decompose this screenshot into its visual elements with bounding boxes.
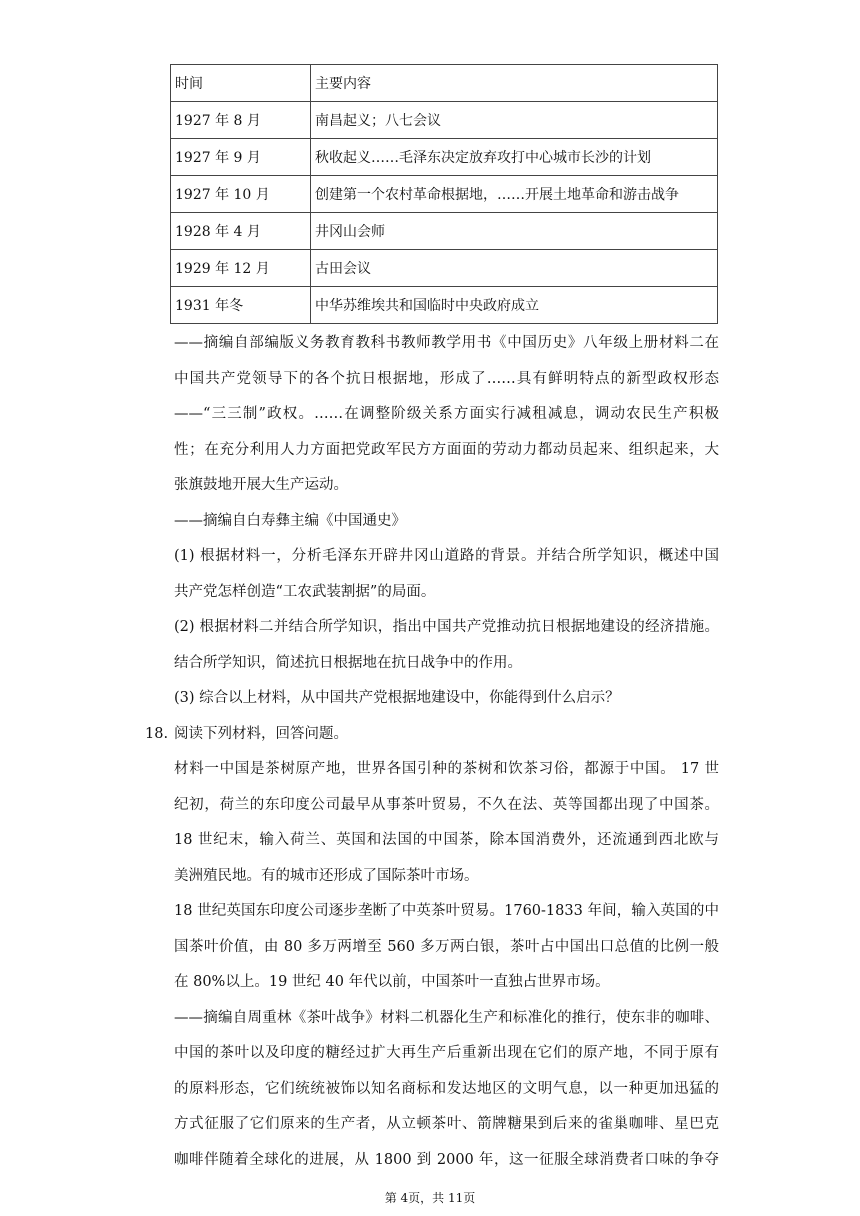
table-cell-content: 古田会议 [311, 250, 718, 287]
question-part-1-cont: 共产党怎样创造“工农武装割据”的局面。 [174, 583, 436, 600]
body-text-line: 性；在充分利用人力方面把党政军民方方面面的劳动力都动员起来、组织起来，大 [174, 441, 719, 458]
body-text-line: 材料一中国是茶树原产地，世界各国引种的茶树和饮茶习俗，都源于中国。 17 世 [174, 761, 719, 777]
body-text-line: 咖啡伴随着全球化的进展，从 1800 到 2000 年，这一征服全球消费者口味的争夺 [174, 1151, 719, 1168]
table-row [171, 176, 718, 213]
body-text-line: 18 世纪末，输入荷兰、英国和法国的中国茶，除本国消费外，还流通到西北欧与 [174, 832, 719, 848]
body-text-line: 中国的茶叶以及印度的糖经过扩大再生产后重新出现在它们的原产地，不同于原有 [174, 1045, 719, 1061]
table-cell-content: 南昌起义；八七会议 [311, 102, 718, 139]
body-text-line: ——“三三制”政权。……在调整阶级关系方面实行减租减息，调动农民生产积极 [174, 406, 719, 422]
source-citation: ——摘编自部编版义务教育教科书教师教学用书《中国历史》八年级上册材料二在 [174, 335, 719, 351]
table-header-content: 主要内容 [311, 65, 718, 102]
table-cell-content: 中华苏维埃共和国临时中央政府成立 [311, 287, 718, 324]
table-cell-time: 1929 年 12 月 [171, 250, 311, 287]
question-part-2: (2) 根据材料二并结合所学知识，指出中国共产党推动抗日根据地建设的经济措施。 [174, 619, 719, 635]
table-cell-time: 1927 年 8 月 [171, 102, 311, 139]
table-cell-content: 创建第一个农村革命根据地，……开展土地革命和游击战争 [311, 176, 718, 213]
body-text-line: 张旗鼓地开展大生产运动。 [174, 477, 348, 493]
table-header-time: 时间 [171, 65, 311, 102]
table-cell-time: 1927 年 10 月 [171, 176, 311, 213]
question-part-1: (1) 根据材料一，分析毛泽东开辟井冈山道路的背景。并结合所学知识，概述中国 [174, 548, 719, 564]
body-text-line: 的原料形态，它们统统被饰以知名商标和发达地区的文明气息，以一种更加迅猛的 [174, 1080, 719, 1097]
table-row [171, 250, 718, 287]
table-row [171, 139, 718, 176]
body-text-line: 方式征服了它们原来的生产者，从立顿茶叶、箭牌糖果到后来的雀巢咖啡、星巴克 [174, 1116, 719, 1132]
question-part-3: (3) 综合以上材料，从中国共产党根据地建设中，你能得到什么启示？ [174, 690, 620, 706]
source-citation: ——摘编自周重林《茶叶战争》材料二机器化生产和标准化的推行，使东非的咖啡、 [174, 1009, 719, 1026]
table-cell-time: 1931 年冬 [171, 287, 311, 324]
body-text-line: 美洲殖民地。有的城市还形成了国际茶叶市场。 [174, 867, 479, 884]
table-cell-time: 1928 年 4 月 [171, 213, 311, 250]
body-text-line: 国茶叶价值，由 80 多万两增至 560 多万两白银，茶叶占中国出口总值的比例一般 [174, 938, 719, 955]
table-row [171, 102, 718, 139]
table-cell-content: 秋收起义……毛泽东决定放弃攻打中心城市长沙的计划 [311, 139, 718, 176]
body-text-line: 中国共产党领导下的各个抗日根据地，形成了……具有鲜明特点的新型政权形态 [174, 370, 719, 387]
table-row [171, 287, 718, 324]
body-text-line: 18 世纪英国东印度公司逐步垄断了中英茶叶贸易。1760-1833 年间，输入英国的中 [174, 903, 719, 919]
table-cell-time: 1927 年 9 月 [171, 139, 311, 176]
question-prompt: 阅读下列材料，回答问题。 [174, 725, 348, 742]
question-number: 18. [145, 725, 169, 742]
body-text-line: 纪初，荷兰的东印度公司最早从事茶叶贸易，不久在法、英等国都出现了中国茶。 [174, 796, 719, 813]
table-row [171, 213, 718, 250]
page-footer: 第 4页，共 11页 [384, 1191, 476, 1205]
body-text-line: 在 80%以上。19 世纪 40 年代以前，中国茶叶一直独占世界市场。 [174, 974, 610, 990]
timeline-table [170, 64, 718, 324]
question-part-2-cont: 结合所学知识，简述抗日根据地在抗日战争中的作用。 [174, 654, 522, 671]
table-header-row [171, 65, 718, 102]
source-citation: ——摘编自白寿彝主编《中国通史》 [174, 512, 406, 529]
table-cell-content: 井冈山会师 [311, 213, 718, 250]
